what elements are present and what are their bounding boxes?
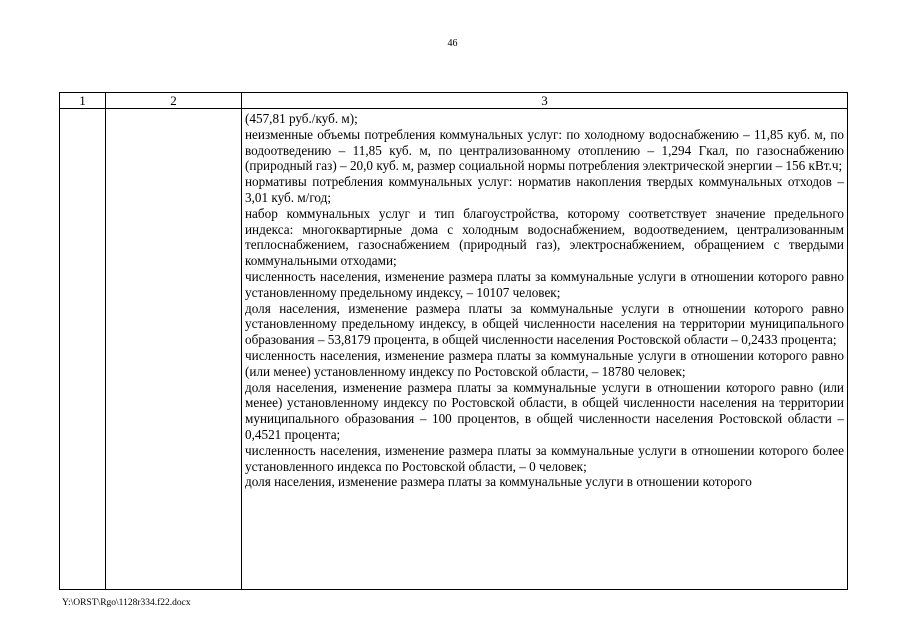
document-table	[59, 92, 848, 590]
table-body-row	[60, 109, 848, 590]
paragraph: неизменные объемы потребления коммунальных услуг: по холодному водоснабжению – 11,85 куб. м, по водоотведению – 11,85 куб. м, по централизованному отоплению – 1,294 Гкал, по газоснабжению (природный газ) – 20,0 куб. м, размер социальной нормы потребления электрической энергии – 156 кВт.ч;	[245, 126, 844, 174]
column-1-cell	[60, 109, 106, 590]
column-2-cell	[106, 109, 242, 590]
footer-file-path: Y:\ORST\Rgo\1128r334.f22.docx	[62, 598, 191, 608]
page-number: 46	[447, 38, 458, 49]
column-3-cell	[242, 109, 848, 590]
paragraph: доля населения, изменение размера платы за коммунальные услуги в отношении которого равно (или менее) установленному индексу по Ростовской области, в общей численности населения на территории муниципального образования – 100 процентов, в общей численности населения Ростовской области – 0,4521 процента;	[245, 379, 844, 442]
paragraph: нормативы потребления коммунальных услуг: норматив накопления твердых коммунальных отходов – 3,01 куб. м/год;	[245, 174, 844, 205]
column-header-3: 3	[242, 93, 848, 109]
paragraph: (457,81 руб./куб. м);	[245, 111, 358, 126]
paragraph: численность населения, изменение размера платы за коммунальные услуги в отношении которого более установленного индекса по Ростовской области, – 0 человек;	[245, 442, 844, 474]
paragraph: набор коммунальных услуг и тип благоустройства, которому соответствует значение предельного индекса: многоквартирные дома с холодным водоснабжением, водоотведением, централизованным теплоснабжением, газоснабжением (природный газ), электроснабжением, обращением с твердыми коммунальными отходами;	[245, 205, 844, 269]
column-3-text	[242, 109, 847, 589]
table-header-row	[60, 93, 848, 109]
paragraph: доля населения, изменение размера платы за коммунальные услуги в отношении которого равно установленному предельному индексу, в общей численности населения на территории муниципального образования – 53,8179 процента, в общей численности населения Ростовской области – 0,2433 процента;	[245, 300, 844, 348]
column-header-2: 2	[106, 93, 242, 109]
paragraph: доля населения, изменение размера платы за коммунальные услуги в отношении которого	[245, 474, 752, 490]
paragraph: численность населения, изменение размера платы за коммунальные услуги в отношении которого равно установленному предельному индексу, – 10107 человек;	[245, 268, 844, 300]
column-header-1: 1	[60, 93, 106, 109]
paragraph: численность населения, изменение размера платы за коммунальные услуги в отношении которого равно (или менее) установленному индексу по Ростовской области, – 18780 человек;	[245, 347, 844, 379]
